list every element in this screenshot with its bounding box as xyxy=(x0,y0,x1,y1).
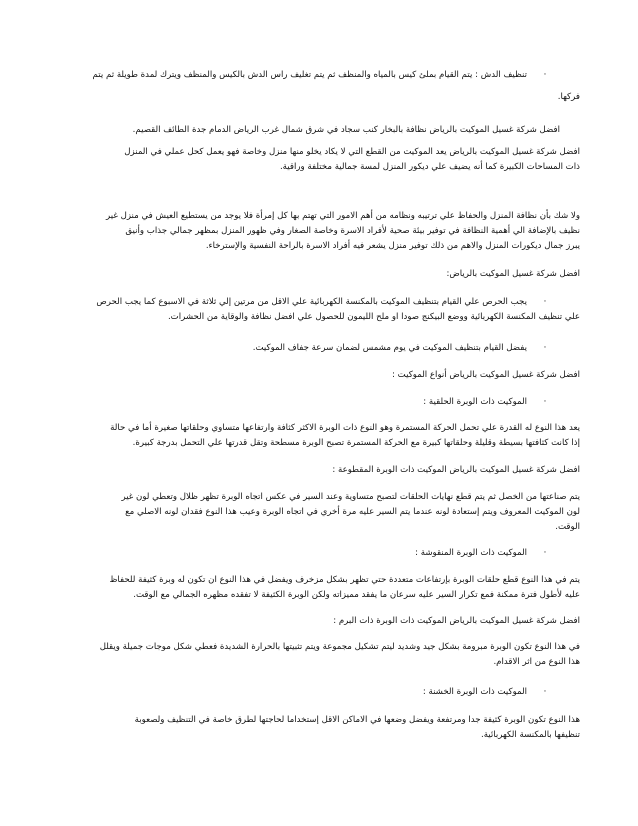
paragraph-carpet-intro xyxy=(50,145,580,175)
paragraph-home-cleanliness xyxy=(50,209,580,254)
paragraph-rough-pile xyxy=(50,713,580,743)
text-line: تنظيفها بالمكنسة الكهربائية. xyxy=(480,730,580,740)
text-line: الوقت. xyxy=(555,522,580,532)
text-line: افضل شركة غسيل الموكيت بالرياض الموكيت ذات الوبرة ذات البرم : xyxy=(333,616,580,626)
text-line: ذات المساحات الكبيرة كما أنه يضيف علي ديكور المنزل لمسة جمالية مختلفة وراقية. xyxy=(279,162,580,172)
text-line: يجب الحرص علي القيام بتنظيف الموكيت بالمكنسة الكهربائية علي الاقل من مرتين إلي ثلاثة في الاسبوع كما يجب الحرص xyxy=(96,297,527,307)
text-line: في هذا النوع تكون الوبرة مبرومة بشكل جيد وشديد ليتم تشكيل مجموعة ويتم تثبيتها بالحرارة الشديدة فعطي شكل موجات جميلة ويقلل xyxy=(99,642,580,652)
heading-carpet-types xyxy=(50,368,580,383)
text-line: تنظيف الدش : يتم القيام بملئ كيس بالمياه والمنظف ثم يتم تغليف راس الدش بالكيس والمنظف ويترك لمدة طويلة ثم يتم xyxy=(92,70,527,80)
paragraph-loop-pile xyxy=(50,421,580,451)
paragraph-cut-pile xyxy=(50,490,580,535)
bullet: · xyxy=(543,343,547,353)
heading-best-company-riyadh xyxy=(50,267,580,282)
text-line: نظيف بالإضافة الي أهمية النظافة في توفير بيئة صحية لأفراد الاسرة وخاصة الصغار وفي ظهور المنزل بمظهر جمالي جذاب وأنيق xyxy=(125,226,580,236)
paragraph-patterned-pile xyxy=(50,573,580,603)
paragraph-best-company xyxy=(50,123,580,138)
text-line: فركها. xyxy=(557,92,580,102)
text-line: يفضل القيام بتنظيف الموكيت في يوم مشمس لضمان سرعة جفاف الموكيت. xyxy=(252,343,527,353)
text-line: لون الموكيت المعروف ويتم إستعادة لونه عندما يتم السير عليه مرة أخري في اتجاه الوبرة وعيب هذا النوع فقدان لونه الاصلي مع xyxy=(125,507,580,517)
text-line: يعد هذا النوع له القدرة علي تحمل الحركة المستمرة وهو النوع ذات الوبرة الاكثر كثافة وارتفاعها متساوي وحلقاتها صغيرة أما في حالة xyxy=(110,423,580,433)
text-line: افضل شركة غسيل الموكيت بالرياض: xyxy=(446,269,580,279)
text-line: الموكيت ذات الوبرة المنقوشة : xyxy=(415,548,527,558)
heading-patterned-pile xyxy=(50,546,580,561)
paragraph-sunny-day xyxy=(50,341,580,356)
text-line: عليه لأطول فترة ممكنة فمع تكرار السير عليه سرعان ما يفقد مميزاته ولكن الوبرة الكثيفة لا تفقده مظهره الجمالي مع الوقت. xyxy=(133,590,580,600)
text-line: افضل شركة غسيل الموكيت بالرياض الموكيت ذات الوبرة المقطوعة : xyxy=(332,465,580,475)
text-line: الموكيت ذات الوبرة الحلقية : xyxy=(423,397,527,407)
text-line: هذا النوع تكون الوبرة كثيفة جدا ومرتفعة ويفضل وضعها في الاماكن الاقل إستخداما لحاجتها لطرق خاصة في التنظيف ولصعوبة xyxy=(134,715,580,725)
text-line: افضل شركة غسيل الموكيت بالرياض نظافة بالبخار كنب سجاد في شرق شمال غرب الرياض الدمام جدة الطائف القصيم. xyxy=(132,125,560,135)
text-line: هذا النوع من اثر الاقدام. xyxy=(493,657,580,667)
text-line: إذا كانت كثافتها بسيطة وقليلة وحلقاتها كبيرة مع الحركة المستمرة تصبح الوبرة مسطحة وتقل قدرتها علي التحمل بدرجة كبيرة. xyxy=(132,438,580,448)
text-line: ولا شك بأن نظافة المنزل والحفاظ علي ترتيبه ونظامه من أهم الامور التي تهتم بها كل إمرأة فلا يوجد من يستطيع العيش في منزل غير xyxy=(106,211,580,221)
text-line: يتم في هذا النوع قطع حلقات الوبرة بإرتفاعات متعددة حتي تظهر بشكل مزخرف ويفضل في هذا النوع ان تكون له وبرة كثيفة للحفاظ xyxy=(109,575,580,585)
text-line: يبرز جمال ديكورات المنزل والاهم من ذلك توفير منزل يشعر فيه أفراد الاسرة بالراحة النفسية والإسترخاء. xyxy=(205,241,580,251)
paragraph-twisted-pile xyxy=(50,640,580,670)
text-line: علي تنظيف المكنسة الكهربائية ووضع البيكنج صودا او ملح الليمون للحصول علي افضل نظافة والوقاية من الحشرات. xyxy=(167,312,580,322)
paragraph-shower-cleaning xyxy=(50,68,580,105)
text-line: يتم صناعتها من الخصل ثم يتم قطع نهايات الحلقات لتصبح متساوية وعند السير في عكس اتجاه الوبرة تظهر ظلال وتعطي لون غير xyxy=(121,492,580,502)
text-line: الموكيت ذات الوبرة الخشنة : xyxy=(422,687,527,697)
bullet: · xyxy=(543,548,547,558)
bullet: · xyxy=(543,687,547,697)
heading-cut-pile xyxy=(50,463,580,478)
bullet: · xyxy=(543,397,547,407)
text-line: افضل شركة غسيل الموكيت بالرياض يعد الموكيت من القطع التي لا يكاد يخلو منها منزل وخاصة فهو يعمل كحل عملي في المنزل xyxy=(124,147,580,157)
bullet: · xyxy=(543,70,547,80)
text-line: افضل شركة غسيل الموكيت بالرياض أنواع الموكيت : xyxy=(392,370,580,380)
paragraph-vacuum-advice xyxy=(50,295,580,325)
heading-rough-pile xyxy=(50,685,580,700)
bullet: · xyxy=(543,297,547,307)
heading-twisted-pile xyxy=(50,614,580,629)
heading-loop-pile xyxy=(50,395,580,410)
